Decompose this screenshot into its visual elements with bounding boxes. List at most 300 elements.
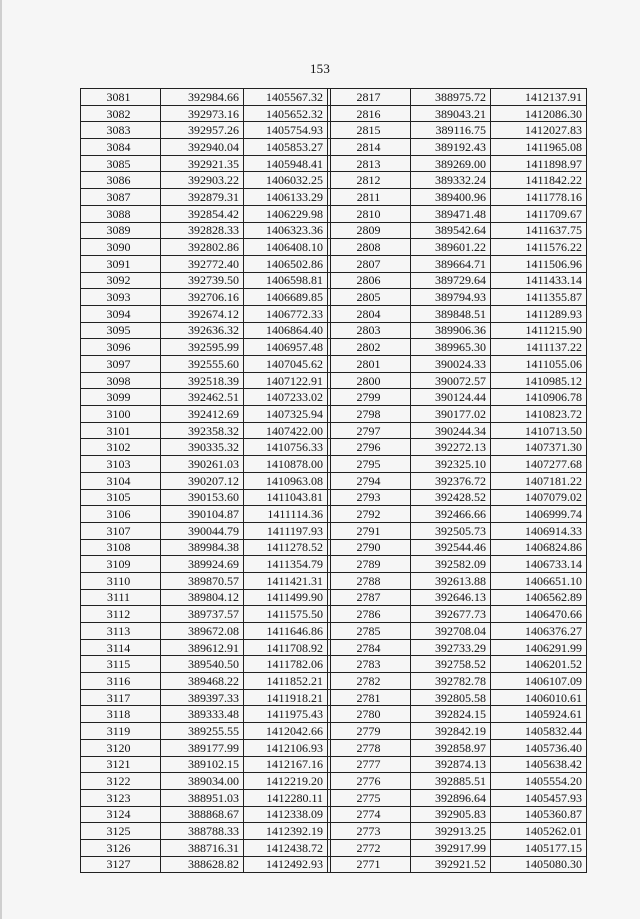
table-cell-y-coordinate: 1405177.15 — [491, 839, 587, 856]
table-row — [81, 472, 587, 489]
table-cell-y-coordinate: 1406733.14 — [491, 556, 587, 573]
table-cell-x-coordinate: 392376.72 — [411, 472, 491, 489]
table-cell-x-coordinate: 392842.19 — [411, 723, 491, 740]
table-row — [81, 706, 587, 723]
table-cell-point-id: 3097 — [81, 356, 161, 373]
table-cell-y-coordinate: 1411499.90 — [244, 589, 328, 606]
table-row — [81, 356, 587, 373]
table-cell-x-coordinate: 392885.51 — [411, 773, 491, 790]
page-edge — [0, 0, 2, 919]
table-cell-point-id: 3082 — [81, 105, 161, 122]
table-cell-point-id: 2795 — [331, 456, 411, 473]
table-cell-x-coordinate: 390335.32 — [161, 439, 244, 456]
table-cell-x-coordinate: 392358.32 — [161, 422, 244, 439]
table-cell-point-id: 2790 — [331, 539, 411, 556]
table-cell-point-id: 2771 — [331, 856, 411, 873]
table-cell-point-id: 3101 — [81, 422, 161, 439]
table-cell-point-id: 2815 — [331, 122, 411, 139]
table-cell-x-coordinate: 389612.91 — [161, 639, 244, 656]
table-row — [81, 522, 587, 539]
table-cell-x-coordinate: 389333.48 — [161, 706, 244, 723]
table-cell-point-id: 2775 — [331, 789, 411, 806]
table-cell-x-coordinate: 388975.72 — [411, 89, 491, 106]
table-cell-y-coordinate: 1411114.36 — [244, 506, 328, 523]
table-row — [81, 372, 587, 389]
table-row — [81, 839, 587, 856]
table-cell-x-coordinate: 390177.02 — [411, 406, 491, 423]
table-cell-y-coordinate: 1406291.99 — [491, 639, 587, 656]
table-cell-point-id: 2806 — [331, 272, 411, 289]
table-cell-y-coordinate: 1406107.09 — [491, 673, 587, 690]
table-cell-x-coordinate: 392802.86 — [161, 239, 244, 256]
table-cell-y-coordinate: 1405080.30 — [491, 856, 587, 873]
table-cell-x-coordinate: 390207.12 — [161, 472, 244, 489]
table-cell-x-coordinate: 389737.57 — [161, 606, 244, 623]
table-cell-y-coordinate: 1406562.89 — [491, 589, 587, 606]
table-cell-y-coordinate: 1412167.16 — [244, 756, 328, 773]
table-cell-x-coordinate: 392824.15 — [411, 706, 491, 723]
table-cell-x-coordinate: 392940.04 — [161, 139, 244, 156]
table-cell-x-coordinate: 392325.10 — [411, 456, 491, 473]
table-row — [81, 339, 587, 356]
table-row — [81, 122, 587, 139]
table-cell-x-coordinate: 389034.00 — [161, 773, 244, 790]
table-cell-x-coordinate: 392858.97 — [411, 739, 491, 756]
table-cell-point-id: 2782 — [331, 673, 411, 690]
table-cell-y-coordinate: 1412438.72 — [244, 839, 328, 856]
table-cell-x-coordinate: 392739.50 — [161, 272, 244, 289]
table-cell-x-coordinate: 389332.24 — [411, 172, 491, 189]
table-cell-y-coordinate: 1407079.02 — [491, 489, 587, 506]
table-cell-y-coordinate: 1411782.06 — [244, 656, 328, 673]
table-cell-x-coordinate: 389468.22 — [161, 673, 244, 690]
table-cell-point-id: 2803 — [331, 322, 411, 339]
table-cell-y-coordinate: 1410963.08 — [244, 472, 328, 489]
coordinates-table — [80, 88, 587, 873]
table-row — [81, 806, 587, 823]
table-cell-point-id: 3127 — [81, 856, 161, 873]
table-cell-y-coordinate: 1411709.67 — [491, 205, 587, 222]
table-cell-x-coordinate: 389848.51 — [411, 305, 491, 322]
table-cell-x-coordinate: 389664.71 — [411, 255, 491, 272]
table-cell-point-id: 2784 — [331, 639, 411, 656]
table-row — [81, 155, 587, 172]
table-cell-x-coordinate: 389269.00 — [411, 155, 491, 172]
table-cell-y-coordinate: 1406408.10 — [244, 239, 328, 256]
table-cell-y-coordinate: 1412280.11 — [244, 789, 328, 806]
table-cell-x-coordinate: 392412.69 — [161, 406, 244, 423]
table-cell-x-coordinate: 392555.60 — [161, 356, 244, 373]
table-cell-point-id: 3098 — [81, 372, 161, 389]
table-cell-point-id: 3092 — [81, 272, 161, 289]
table-cell-y-coordinate: 1412219.20 — [244, 773, 328, 790]
table-cell-point-id: 3122 — [81, 773, 161, 790]
table-cell-x-coordinate: 392973.16 — [161, 105, 244, 122]
table-cell-y-coordinate: 1407422.00 — [244, 422, 328, 439]
table-row — [81, 673, 587, 690]
table-cell-y-coordinate: 1406824.86 — [491, 539, 587, 556]
table-cell-y-coordinate: 1405948.41 — [244, 155, 328, 172]
table-cell-y-coordinate: 1407233.02 — [244, 389, 328, 406]
table-cell-point-id: 3116 — [81, 673, 161, 690]
table-cell-x-coordinate: 392921.52 — [411, 856, 491, 873]
table-cell-x-coordinate: 389870.57 — [161, 572, 244, 589]
table-cell-x-coordinate: 392903.22 — [161, 172, 244, 189]
table-cell-point-id: 2809 — [331, 222, 411, 239]
table-cell-x-coordinate: 390044.79 — [161, 522, 244, 539]
table-cell-point-id: 2799 — [331, 389, 411, 406]
table-cell-point-id: 3081 — [81, 89, 161, 106]
table-cell-point-id: 3110 — [81, 572, 161, 589]
table-row — [81, 172, 587, 189]
table-cell-x-coordinate: 392674.12 — [161, 305, 244, 322]
table-cell-point-id: 3095 — [81, 322, 161, 339]
table-cell-y-coordinate: 1411778.16 — [491, 189, 587, 206]
table-cell-point-id: 2792 — [331, 506, 411, 523]
table-cell-point-id: 3108 — [81, 539, 161, 556]
table-row — [81, 289, 587, 306]
table-cell-x-coordinate: 392272.13 — [411, 439, 491, 456]
table-cell-y-coordinate: 1406502.86 — [244, 255, 328, 272]
table-cell-y-coordinate: 1411278.52 — [244, 539, 328, 556]
table-cell-y-coordinate: 1411506.96 — [491, 255, 587, 272]
table-cell-y-coordinate: 1407045.62 — [244, 356, 328, 373]
table-cell-y-coordinate: 1412492.93 — [244, 856, 328, 873]
table-cell-y-coordinate: 1411637.75 — [491, 222, 587, 239]
table-cell-point-id: 2813 — [331, 155, 411, 172]
table-cell-y-coordinate: 1411043.81 — [244, 489, 328, 506]
table-cell-point-id: 3096 — [81, 339, 161, 356]
table-cell-x-coordinate: 389471.48 — [411, 205, 491, 222]
table-row — [81, 389, 587, 406]
table-cell-point-id: 3120 — [81, 739, 161, 756]
table-cell-x-coordinate: 388628.82 — [161, 856, 244, 873]
table-row — [81, 606, 587, 623]
table-cell-point-id: 2794 — [331, 472, 411, 489]
table-cell-y-coordinate: 1411433.14 — [491, 272, 587, 289]
table-cell-point-id: 3123 — [81, 789, 161, 806]
table-row — [81, 556, 587, 573]
table-cell-point-id: 3119 — [81, 723, 161, 740]
table-cell-x-coordinate: 390024.33 — [411, 356, 491, 373]
table-cell-point-id: 3099 — [81, 389, 161, 406]
table-cell-point-id: 2780 — [331, 706, 411, 723]
table-cell-y-coordinate: 1410713.50 — [491, 422, 587, 439]
table-cell-point-id: 2804 — [331, 305, 411, 322]
table-cell-x-coordinate: 392582.09 — [411, 556, 491, 573]
table-cell-x-coordinate: 392518.39 — [161, 372, 244, 389]
table-row — [81, 506, 587, 523]
table-cell-point-id: 3102 — [81, 439, 161, 456]
table-cell-point-id: 3087 — [81, 189, 161, 206]
table-cell-x-coordinate: 389906.36 — [411, 322, 491, 339]
table-cell-y-coordinate: 1411055.06 — [491, 356, 587, 373]
table-cell-y-coordinate: 1412137.91 — [491, 89, 587, 106]
table-row — [81, 255, 587, 272]
table-cell-y-coordinate: 1410878.00 — [244, 456, 328, 473]
table-cell-point-id: 3105 — [81, 489, 161, 506]
table-cell-x-coordinate: 392913.25 — [411, 823, 491, 840]
table-cell-y-coordinate: 1412027.83 — [491, 122, 587, 139]
table-cell-x-coordinate: 389400.96 — [411, 189, 491, 206]
table-cell-point-id: 2788 — [331, 572, 411, 589]
table-cell-y-coordinate: 1411646.86 — [244, 623, 328, 640]
table-cell-point-id: 3094 — [81, 305, 161, 322]
table-cell-y-coordinate: 1405554.20 — [491, 773, 587, 790]
table-row — [81, 489, 587, 506]
table-cell-y-coordinate: 1412392.19 — [244, 823, 328, 840]
table-cell-y-coordinate: 1406229.98 — [244, 205, 328, 222]
table-cell-x-coordinate: 392896.64 — [411, 789, 491, 806]
table-cell-y-coordinate: 1412338.09 — [244, 806, 328, 823]
table-cell-x-coordinate: 392466.66 — [411, 506, 491, 523]
table-cell-y-coordinate: 1405924.61 — [491, 706, 587, 723]
table-cell-x-coordinate: 392462.51 — [161, 389, 244, 406]
table-cell-x-coordinate: 392828.33 — [161, 222, 244, 239]
table-cell-x-coordinate: 392874.13 — [411, 756, 491, 773]
table-row — [81, 239, 587, 256]
table-cell-y-coordinate: 1405736.40 — [491, 739, 587, 756]
table-row — [81, 422, 587, 439]
table-cell-y-coordinate: 1411898.97 — [491, 155, 587, 172]
table-cell-point-id: 3089 — [81, 222, 161, 239]
table-cell-x-coordinate: 392905.83 — [411, 806, 491, 823]
table-cell-y-coordinate: 1411842.22 — [491, 172, 587, 189]
table-cell-y-coordinate: 1411137.22 — [491, 339, 587, 356]
table-cell-y-coordinate: 1405652.32 — [244, 105, 328, 122]
table-cell-point-id: 2793 — [331, 489, 411, 506]
table-cell-y-coordinate: 1405567.32 — [244, 89, 328, 106]
table-cell-y-coordinate: 1405832.44 — [491, 723, 587, 740]
table-cell-x-coordinate: 392879.31 — [161, 189, 244, 206]
table-cell-y-coordinate: 1411575.50 — [244, 606, 328, 623]
table-cell-x-coordinate: 389672.08 — [161, 623, 244, 640]
table-cell-y-coordinate: 1406470.66 — [491, 606, 587, 623]
table-cell-point-id: 2786 — [331, 606, 411, 623]
table-cell-y-coordinate: 1406864.40 — [244, 322, 328, 339]
table-cell-y-coordinate: 1405638.42 — [491, 756, 587, 773]
table-cell-point-id: 3124 — [81, 806, 161, 823]
table-cell-y-coordinate: 1405262.01 — [491, 823, 587, 840]
table-cell-x-coordinate: 389255.55 — [161, 723, 244, 740]
table-cell-point-id: 2791 — [331, 522, 411, 539]
table-cell-x-coordinate: 390153.60 — [161, 489, 244, 506]
table-row — [81, 756, 587, 773]
table-cell-point-id: 2811 — [331, 189, 411, 206]
table-row — [81, 539, 587, 556]
table-cell-point-id: 3107 — [81, 522, 161, 539]
table-cell-point-id: 3117 — [81, 689, 161, 706]
table-cell-x-coordinate: 389102.15 — [161, 756, 244, 773]
table-cell-point-id: 2773 — [331, 823, 411, 840]
table-cell-x-coordinate: 390104.87 — [161, 506, 244, 523]
table-cell-point-id: 3112 — [81, 606, 161, 623]
table-cell-x-coordinate: 388716.31 — [161, 839, 244, 856]
table-cell-x-coordinate: 390072.57 — [411, 372, 491, 389]
table-cell-point-id: 2787 — [331, 589, 411, 606]
table-row — [81, 406, 587, 423]
table-cell-x-coordinate: 390261.03 — [161, 456, 244, 473]
table-cell-point-id: 3118 — [81, 706, 161, 723]
table-cell-x-coordinate: 392646.13 — [411, 589, 491, 606]
table-cell-point-id: 2808 — [331, 239, 411, 256]
table-cell-x-coordinate: 389397.33 — [161, 689, 244, 706]
table-cell-point-id: 3111 — [81, 589, 161, 606]
table-cell-y-coordinate: 1410985.12 — [491, 372, 587, 389]
table-cell-y-coordinate: 1411354.79 — [244, 556, 328, 573]
table-cell-y-coordinate: 1411975.43 — [244, 706, 328, 723]
table-cell-point-id: 3121 — [81, 756, 161, 773]
table-cell-y-coordinate: 1411708.92 — [244, 639, 328, 656]
table-cell-x-coordinate: 389965.30 — [411, 339, 491, 356]
table-cell-x-coordinate: 392984.66 — [161, 89, 244, 106]
table-cell-point-id: 2796 — [331, 439, 411, 456]
table-cell-point-id: 3103 — [81, 456, 161, 473]
table-row — [81, 739, 587, 756]
table-cell-x-coordinate: 392854.42 — [161, 205, 244, 222]
table-cell-point-id: 2816 — [331, 105, 411, 122]
table-row — [81, 723, 587, 740]
table-cell-point-id: 2812 — [331, 172, 411, 189]
table-cell-y-coordinate: 1405457.93 — [491, 789, 587, 806]
table-cell-x-coordinate: 389177.99 — [161, 739, 244, 756]
table-cell-x-coordinate: 389984.38 — [161, 539, 244, 556]
table-cell-y-coordinate: 1411215.90 — [491, 322, 587, 339]
table-cell-point-id: 2772 — [331, 839, 411, 856]
table-cell-point-id: 3100 — [81, 406, 161, 423]
table-cell-point-id: 3083 — [81, 122, 161, 139]
table-cell-point-id: 3088 — [81, 205, 161, 222]
table-cell-y-coordinate: 1411965.08 — [491, 139, 587, 156]
table-cell-y-coordinate: 1411197.93 — [244, 522, 328, 539]
table-cell-x-coordinate: 392706.16 — [161, 289, 244, 306]
table-row — [81, 272, 587, 289]
table-cell-point-id: 2774 — [331, 806, 411, 823]
table-row — [81, 623, 587, 640]
table-cell-point-id: 3115 — [81, 656, 161, 673]
table-cell-y-coordinate: 1405754.93 — [244, 122, 328, 139]
page-number: 153 — [309, 61, 331, 76]
table-cell-point-id: 2805 — [331, 289, 411, 306]
table-row — [81, 305, 587, 322]
table-cell-point-id: 3084 — [81, 139, 161, 156]
table-cell-y-coordinate: 1411852.21 — [244, 673, 328, 690]
table-cell-x-coordinate: 390244.34 — [411, 422, 491, 439]
table-cell-y-coordinate: 1406772.33 — [244, 305, 328, 322]
table-row — [81, 572, 587, 589]
table-cell-x-coordinate: 389542.64 — [411, 222, 491, 239]
table-cell-y-coordinate: 1405360.87 — [491, 806, 587, 823]
table-cell-point-id: 2776 — [331, 773, 411, 790]
table-cell-x-coordinate: 388951.03 — [161, 789, 244, 806]
table-cell-x-coordinate: 390124.44 — [411, 389, 491, 406]
table-row — [81, 205, 587, 222]
table-cell-point-id: 2817 — [331, 89, 411, 106]
table-row — [81, 322, 587, 339]
table-cell-y-coordinate: 1406032.25 — [244, 172, 328, 189]
table-row — [81, 856, 587, 873]
table-row — [81, 656, 587, 673]
table-cell-x-coordinate: 389540.50 — [161, 656, 244, 673]
table-cell-y-coordinate: 1405853.27 — [244, 139, 328, 156]
table-cell-point-id: 2785 — [331, 623, 411, 640]
table-cell-x-coordinate: 389043.21 — [411, 105, 491, 122]
table-cell-y-coordinate: 1412106.93 — [244, 739, 328, 756]
table-cell-x-coordinate: 388788.33 — [161, 823, 244, 840]
table-cell-point-id: 2800 — [331, 372, 411, 389]
table-cell-point-id: 3109 — [81, 556, 161, 573]
table-cell-point-id: 2778 — [331, 739, 411, 756]
table-cell-y-coordinate: 1411576.22 — [491, 239, 587, 256]
table-cell-point-id: 3091 — [81, 255, 161, 272]
table-row — [81, 89, 587, 106]
table-row — [81, 222, 587, 239]
table-cell-x-coordinate: 392733.29 — [411, 639, 491, 656]
table-cell-point-id: 2807 — [331, 255, 411, 272]
table-cell-x-coordinate: 392428.52 — [411, 489, 491, 506]
table-cell-point-id: 2797 — [331, 422, 411, 439]
table-cell-y-coordinate: 1406914.33 — [491, 522, 587, 539]
table-cell-x-coordinate: 389192.43 — [411, 139, 491, 156]
table-cell-point-id: 2798 — [331, 406, 411, 423]
table-cell-y-coordinate: 1406651.10 — [491, 572, 587, 589]
table-cell-x-coordinate: 389601.22 — [411, 239, 491, 256]
table-cell-x-coordinate: 392636.32 — [161, 322, 244, 339]
table-row — [81, 689, 587, 706]
table-row — [81, 789, 587, 806]
table-cell-x-coordinate: 392772.40 — [161, 255, 244, 272]
table-cell-y-coordinate: 1411289.93 — [491, 305, 587, 322]
table-cell-y-coordinate: 1411355.87 — [491, 289, 587, 306]
table-cell-y-coordinate: 1407325.94 — [244, 406, 328, 423]
table-row — [81, 639, 587, 656]
table-cell-point-id: 2810 — [331, 205, 411, 222]
table-row — [81, 105, 587, 122]
table-row — [81, 456, 587, 473]
table-row — [81, 773, 587, 790]
table-cell-point-id: 2783 — [331, 656, 411, 673]
table-cell-y-coordinate: 1407122.91 — [244, 372, 328, 389]
table-cell-x-coordinate: 392805.58 — [411, 689, 491, 706]
table-row — [81, 139, 587, 156]
table-cell-x-coordinate: 392505.73 — [411, 522, 491, 539]
table-cell-y-coordinate: 1406598.81 — [244, 272, 328, 289]
table-cell-point-id: 3106 — [81, 506, 161, 523]
table-cell-y-coordinate: 1406957.48 — [244, 339, 328, 356]
coordinates-table-body — [81, 89, 587, 873]
table-cell-point-id: 3086 — [81, 172, 161, 189]
table-cell-point-id: 2779 — [331, 723, 411, 740]
table-cell-y-coordinate: 1406010.61 — [491, 689, 587, 706]
table-row — [81, 589, 587, 606]
table-cell-y-coordinate: 1411421.31 — [244, 572, 328, 589]
table-cell-point-id: 3104 — [81, 472, 161, 489]
table-cell-y-coordinate: 1410756.33 — [244, 439, 328, 456]
table-cell-y-coordinate: 1410906.78 — [491, 389, 587, 406]
table-cell-x-coordinate: 389804.12 — [161, 589, 244, 606]
table-cell-y-coordinate: 1410823.72 — [491, 406, 587, 423]
table-cell-x-coordinate: 392957.26 — [161, 122, 244, 139]
table-cell-point-id: 3114 — [81, 639, 161, 656]
table-cell-x-coordinate: 389924.69 — [161, 556, 244, 573]
table-row — [81, 823, 587, 840]
table-cell-x-coordinate: 392921.35 — [161, 155, 244, 172]
table-cell-point-id: 2777 — [331, 756, 411, 773]
table-cell-point-id: 3085 — [81, 155, 161, 172]
table-cell-x-coordinate: 392677.73 — [411, 606, 491, 623]
table-cell-y-coordinate: 1407277.68 — [491, 456, 587, 473]
table-cell-x-coordinate: 392758.52 — [411, 656, 491, 673]
